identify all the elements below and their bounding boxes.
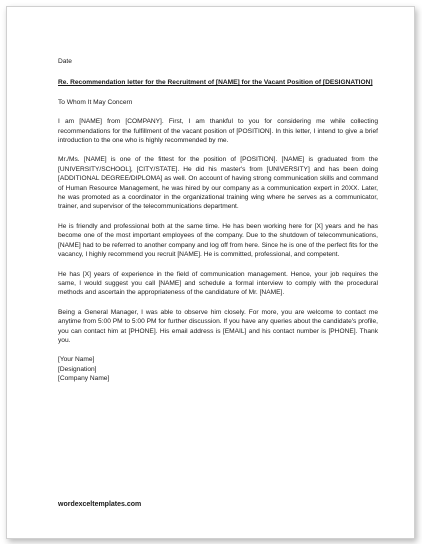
- letter-subject: Re. Recommendation letter for the Recruitment of [NAME] for the Vacant Position of [DESIGNATION]: [58, 79, 373, 87]
- letter-body: [58, 57, 378, 384]
- paragraph-experience: He has [X] years of experience in the field of communication management. Hence, your job requires the same, I would suggest you call [NAME] and schedule a formal interview to comply with the procedural methods and ascertain the appropriateness of the candidature of Mr. [NAME].: [58, 270, 378, 297]
- signature-designation: [Designation]: [58, 365, 97, 373]
- letter-date: Date: [58, 58, 72, 65]
- paragraph-qualifications: Mr./Ms. [NAME] is one of the fittest for the position of [POSITION]. [NAME] is graduated from the [UNIVERSITY/SCHOOL], [CITY/STATE]. He did his master's from [UNIVERSITY] and has been doing [ADDITIONAL DEGREE/DIPLOMA] as well. On account of having strong communication skills and command of Human Resource Management, he was hired by our company as a communication expert in 20XX. Later, he was promoted as a coordinator in the organizational training wing where he serves as a communicator, trainer, and supervisor of the telecommunications department.: [58, 156, 378, 211]
- footer-site-link[interactable]: wordexceltemplates.com: [58, 501, 142, 508]
- paragraph-character: He is friendly and professional both at the same time. He has been working here for [X] years and he has become one of the most important employees of the company. Due to the shutdown of telecommunications, [NAME] had to be referred to another company and log off from here. Since he is one of the perfect fits for the vacancy, I highly recommend you recruit [NAME]. He is committed, professional, and competent.: [58, 222, 378, 259]
- paragraph-introduction: I am [NAME] from [COMPANY]. First, I am thankful to you for considering me while collecting recommendations for the fulfillment of the vacant position of [POSITION]. In this letter, I intend to give a brief introduction to the one who is highly recommended by me.: [58, 118, 378, 145]
- letter-salutation: To Whom It May Concern: [58, 98, 133, 106]
- signature-company: [Company Name]: [58, 375, 110, 383]
- paragraph-contact: Being a General Manager, I was able to observe him closely. For more, you are welcome to contact me anytime from 5:00 PM to 5:00 PM for further discussion. If you have any queries about the candidate's profile, you can contact him at [PHONE]. His email address is [EMAIL] and his contact number is [PHONE]. Thank you.: [58, 308, 378, 344]
- document-page: [6, 6, 415, 539]
- signature-block: [58, 355, 378, 383]
- signature-name: [Your Name]: [58, 356, 95, 364]
